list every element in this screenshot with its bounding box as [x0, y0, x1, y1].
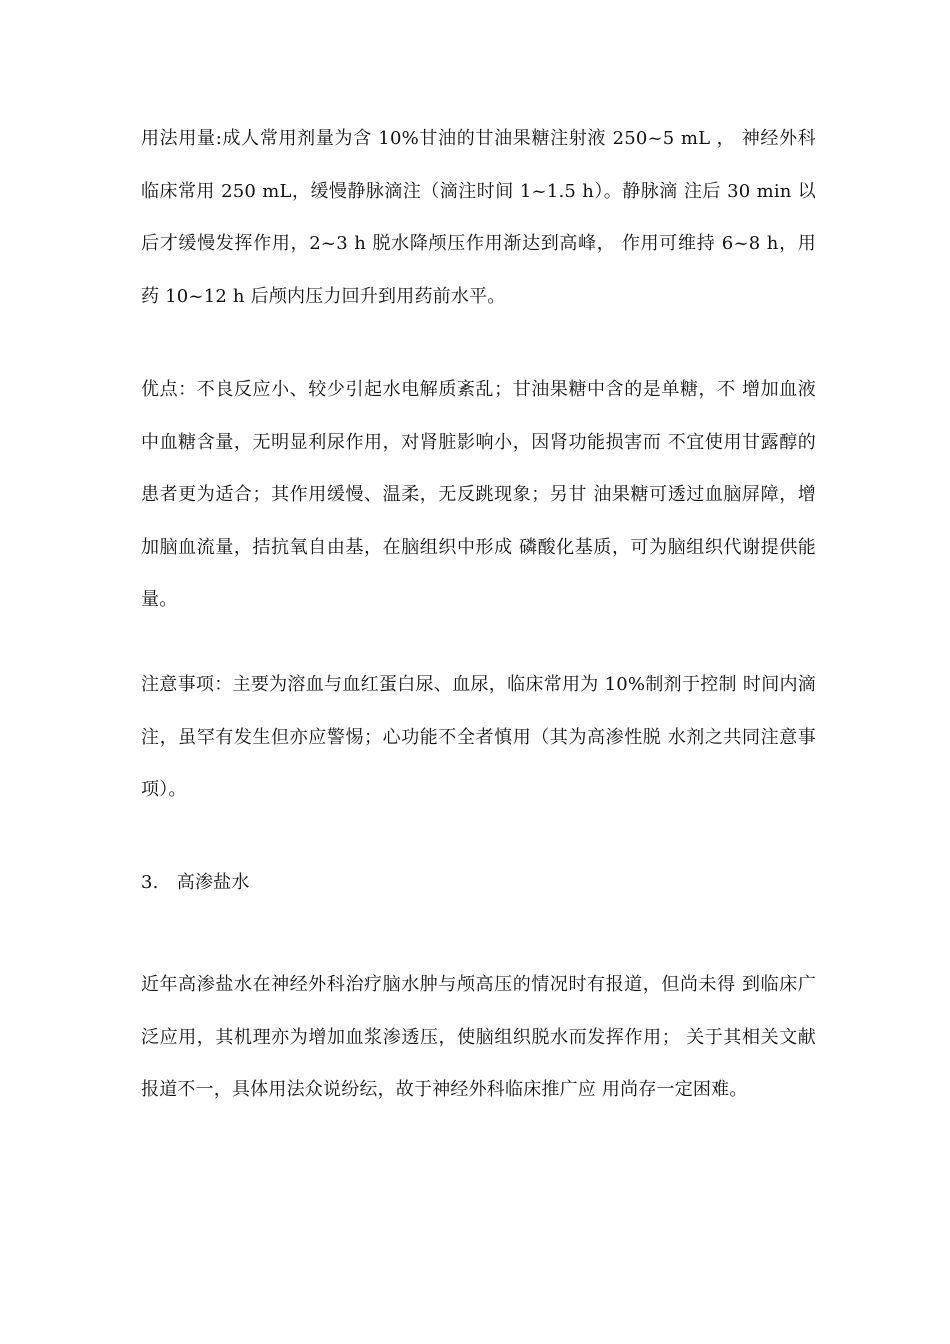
section-3-heading: 3. 高渗盐水: [141, 872, 250, 893]
usage-dosage-paragraph: 用法用量:成人常用剂量为含 10%甘油的甘油果糖注射液 250~5 mL ， 神经外科临床常用 250 mL，缓慢静脉滴注（滴注时间 1~1.5 h）。静脉滴 注后 30 min 以后才缓慢发挥作用，2~3 h 脱水降颅压作用渐达到高峰， 作用可维持 6~8 h，用药 10~12 h 后颅内压力回升到用药前水平。: [141, 128, 816, 307]
advantages-paragraph: 优点：不良反应小、较少引起水电解质紊乱；甘油果糖中含的是单糖，不 增加血液中血糖含量，无明显利尿作用，对肾脏影响小，因肾功能损害而 不宜使用甘露醇的患者更为适合；其作用缓慢、温柔，无反跳现象；另甘 油果糖可透过血脑屏障，增加脑血流量，拮抗氧自由基，在脑组织中形成 磷酸化基质，可为脑组织代谢提供能量。: [141, 379, 816, 610]
precautions-paragraph: 注意事项：主要为溶血与血红蛋白尿、血尿，临床常用为 10%制剂于控制 时间内滴注，虽罕有发生但亦应警惕；心功能不全者慎用（其为高渗性脱 水剂之共同注意事项）。: [141, 674, 816, 800]
hypertonic-saline-paragraph: 近年高渗盐水在神经外科治疗脑水肿与颅高压的情况时有报道，但尚未得 到临床广泛应用，其机理亦为增加血浆渗透压，使脑组织脱水而发挥作用； 关于其相关文献报道不一，具体用法众说纷纭，故于神经外科临床推广应 用尚存一定困难。: [141, 974, 816, 1100]
